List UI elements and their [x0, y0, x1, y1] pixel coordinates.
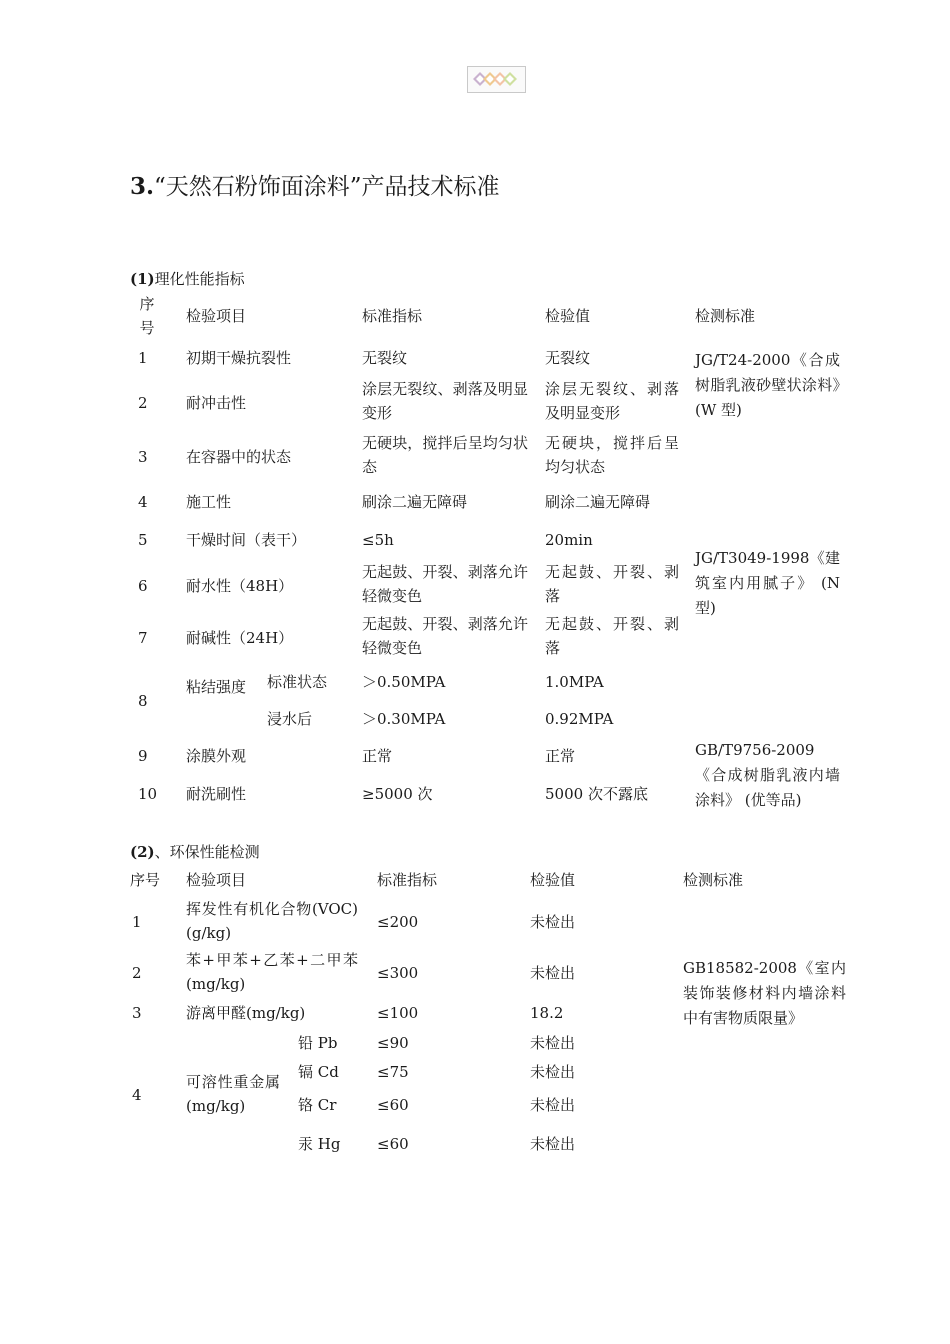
s2-header-method: 检测标准 — [683, 871, 744, 889]
s1-method-2: JG/T3049-1998《建筑室内用腻子》 (N 型) — [695, 549, 840, 617]
title-text: “天然石粉饰面涂料”产品技术标准 — [154, 174, 500, 200]
row-value: 刷涂二遍无障碍 — [545, 493, 651, 511]
row-value: 无起鼓、开裂、剥落 — [545, 563, 679, 605]
row-standard: ≤200 — [377, 913, 419, 931]
row-item: 耐水性（48H） — [186, 577, 294, 595]
s1-header-value: 检验值 — [545, 307, 591, 325]
row-standard: ≤300 — [377, 964, 419, 982]
row-value: 20min — [545, 531, 593, 549]
section2-heading: (2)、环保性能检测 — [130, 843, 260, 861]
page-title — [130, 168, 500, 201]
row-no: 9 — [138, 747, 148, 765]
row-standard: 无硬块，搅拌后呈均匀状态 — [362, 434, 528, 476]
row-item: 耐洗刷性 — [186, 785, 247, 803]
row-item: 在容器中的状态 — [186, 448, 292, 466]
row-value: 无硬块，搅拌后呈均匀状态 — [545, 434, 679, 476]
row-no: 2 — [132, 964, 142, 982]
row-value: 无起鼓、开裂、剥落 — [545, 615, 679, 657]
row-subitem: 镉 Cd — [298, 1063, 339, 1081]
s2-method: GB18582-2008《室内装饰装修材料内墙涂料中有害物质限量》 — [683, 959, 846, 1027]
row-no: 3 — [138, 448, 148, 466]
title-number: 3. — [130, 173, 155, 200]
row-standard: ≤100 — [377, 1004, 419, 1022]
section1-heading: (1)理化性能指标 — [130, 270, 245, 288]
row-item: 耐碱性（24H） — [186, 629, 294, 647]
s1-header-standard: 标准指标 — [362, 307, 423, 325]
row-standard: 无裂纹 — [362, 349, 408, 367]
row-subitem: 铬 Cr — [298, 1096, 337, 1114]
row-standard: 无起鼓、开裂、剥落允许轻微变色 — [362, 563, 528, 605]
row-no: 6 — [138, 577, 148, 595]
row-item: 游离甲醛(mg/kg) — [186, 1004, 306, 1022]
row-standard: ≥5000 次 — [362, 785, 433, 803]
row-item: 耐冲击性 — [186, 394, 247, 412]
row-standard: 涂层无裂纹、剥落及明显变形 — [362, 380, 528, 422]
row-standard: 刷涂二遍无障碍 — [362, 493, 468, 511]
row-no: 1 — [138, 349, 148, 367]
row-item: 初期干燥抗裂性 — [186, 349, 292, 367]
diamond-logo-icon — [468, 67, 525, 92]
s1-method-1: JG/T24-2000《合成树脂乳液砂壁状涂料》(W 型) — [695, 351, 840, 419]
row-no: 8 — [138, 692, 148, 710]
row-standard: ≤90 — [377, 1034, 409, 1052]
row-standard: 正常 — [362, 747, 393, 765]
row-item: 干燥时间（表干） — [186, 531, 307, 549]
s2-header-standard: 标准指标 — [377, 871, 438, 889]
row-value: 18.2 — [530, 1004, 564, 1022]
row-value: 1.0MPA — [545, 673, 604, 691]
row-item: 涂膜外观 — [186, 747, 247, 765]
row-subitem: 标准状态 — [267, 673, 328, 691]
row-no: 5 — [138, 531, 148, 549]
s2-header-no: 序号 — [130, 871, 161, 889]
row-value: 无裂纹 — [545, 349, 591, 367]
row-standard: ≤75 — [377, 1063, 409, 1081]
row-no: 1 — [132, 913, 142, 931]
row-no: 2 — [138, 394, 148, 412]
row-value: 正常 — [545, 747, 576, 765]
row-item: 粘结强度 — [186, 678, 247, 696]
row-item: 苯+甲苯+乙苯+二甲苯(mg/kg) — [186, 951, 358, 993]
row-item: 施工性 — [186, 493, 232, 511]
row-standard: ≤5h — [362, 531, 394, 549]
row-standard: ≤60 — [377, 1096, 409, 1114]
row-no: 4 — [138, 493, 148, 511]
row-value: 未检出 — [530, 1063, 576, 1081]
s2-header-value: 检验值 — [530, 871, 576, 889]
row-value: 未检出 — [530, 913, 576, 931]
row-item: 可溶性重金属(mg/kg) — [186, 1073, 280, 1115]
row-standard: ＞0.30MPA — [362, 710, 446, 728]
s2-header-item: 检验项目 — [186, 871, 247, 889]
row-standard: ＞0.50MPA — [362, 673, 446, 691]
row-value: 未检出 — [530, 964, 576, 982]
s1-header-no: 序号 — [139, 295, 155, 337]
row-subitem: 汞 Hg — [298, 1135, 341, 1153]
row-value: 未检出 — [530, 1096, 576, 1114]
s1-method-3: GB/T9756-2009《合成树脂乳液内墙涂料》 (优等品) — [695, 741, 840, 809]
row-value: 0.92MPA — [545, 710, 614, 728]
row-standard: ≤60 — [377, 1135, 409, 1153]
row-value: 未检出 — [530, 1034, 576, 1052]
row-no: 10 — [138, 785, 158, 803]
row-value: 5000 次不露底 — [545, 785, 648, 803]
row-value: 涂层无裂纹、剥落及明显变形 — [545, 380, 679, 422]
row-item: 挥发性有机化合物(VOC)(g/kg) — [186, 900, 358, 942]
row-standard: 无起鼓、开裂、剥落允许轻微变色 — [362, 615, 528, 657]
row-no: 3 — [132, 1004, 142, 1022]
row-value: 未检出 — [530, 1135, 576, 1153]
row-no: 4 — [132, 1086, 142, 1104]
row-subitem: 浸水后 — [267, 710, 313, 728]
s1-header-method: 检测标准 — [695, 307, 756, 325]
company-logo — [467, 66, 526, 93]
row-subitem: 铅 Pb — [298, 1034, 338, 1052]
row-no: 7 — [138, 629, 148, 647]
s1-header-item: 检验项目 — [186, 307, 247, 325]
